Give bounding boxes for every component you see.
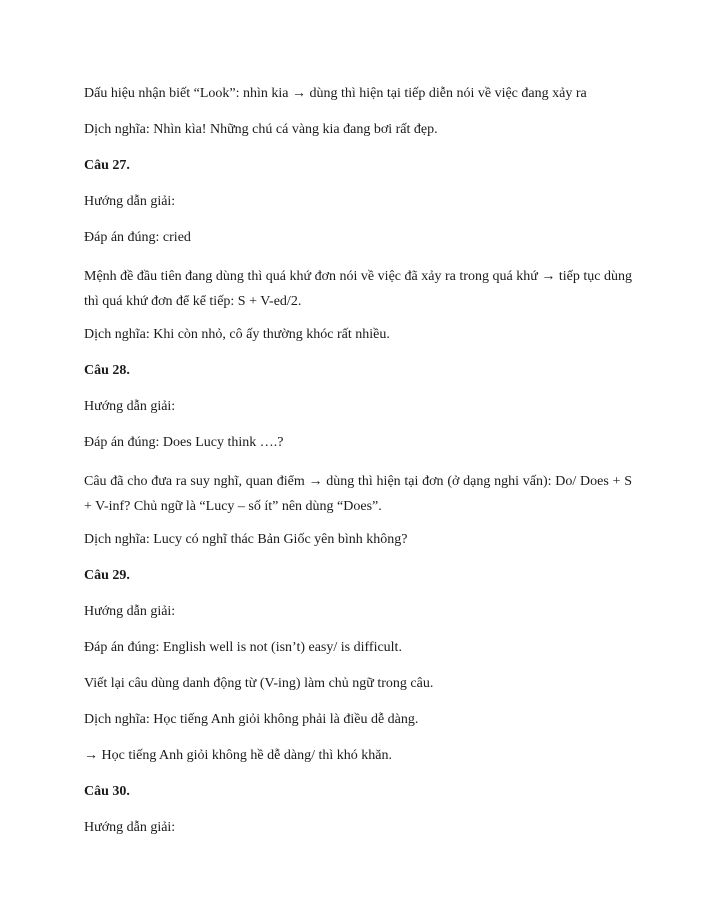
answer-27: Đáp án đúng: cried bbox=[84, 230, 191, 245]
translation-27: Dịch nghĩa: Khi còn nhỏ, cô ấy thường khóc rất nhiều. bbox=[84, 327, 390, 342]
translation-29: Dịch nghĩa: Học tiếng Anh giỏi không phải là điều dễ dàng. bbox=[84, 712, 419, 727]
translation-26: Dịch nghĩa: Nhìn kìa! Những chú cá vàng kia đang bơi rất đẹp. bbox=[84, 122, 438, 137]
explanation-29: Viết lại câu dùng danh động từ (V-ing) làm chủ ngữ trong câu. bbox=[84, 676, 434, 691]
guide-label-30: Hướng dẫn giải: bbox=[84, 820, 176, 835]
sign-explanation: Dấu hiệu nhận biết “Look”: nhìn kia → dùng thì hiện tại tiếp diễn nói về việc đang xảy ra bbox=[84, 86, 587, 101]
question-27-heading: Câu 27. bbox=[84, 158, 130, 173]
answer-28: Đáp án đúng: Does Lucy think ….? bbox=[84, 435, 284, 450]
explanation-28: Câu đã cho đưa ra suy nghĩ, quan điểm → dùng thì hiện tại đơn (ở dạng nghi vấn): Do/ Does + S + V-inf? Chủ ngữ là “Lucy – số ít” nên dùng “Does”. bbox=[84, 474, 632, 514]
guide-label-28: Hướng dẫn giải: bbox=[84, 399, 176, 414]
guide-label-27: Hướng dẫn giải: bbox=[84, 194, 176, 209]
answer-29: Đáp án đúng: English well is not (isn’t) easy/ is difficult. bbox=[84, 640, 402, 655]
question-29-heading: Câu 29. bbox=[84, 568, 130, 583]
explanation-27: Mệnh đề đầu tiên đang dùng thì quá khứ đơn nói về việc đã xảy ra trong quá khứ → tiếp tục dùng thì quá khứ đơn để kể tiếp: S + V-ed/2. bbox=[84, 269, 632, 309]
guide-label-29: Hướng dẫn giải: bbox=[84, 604, 176, 619]
translation-28: Dịch nghĩa: Lucy có nghĩ thác Bản Giốc yên bình không? bbox=[84, 532, 408, 547]
document-page bbox=[84, 84, 632, 854]
question-30-heading: Câu 30. bbox=[84, 784, 130, 799]
question-28-heading: Câu 28. bbox=[84, 363, 130, 378]
translation-29-alt: → Học tiếng Anh giỏi không hề dễ dàng/ thì khó khăn. bbox=[84, 748, 392, 763]
